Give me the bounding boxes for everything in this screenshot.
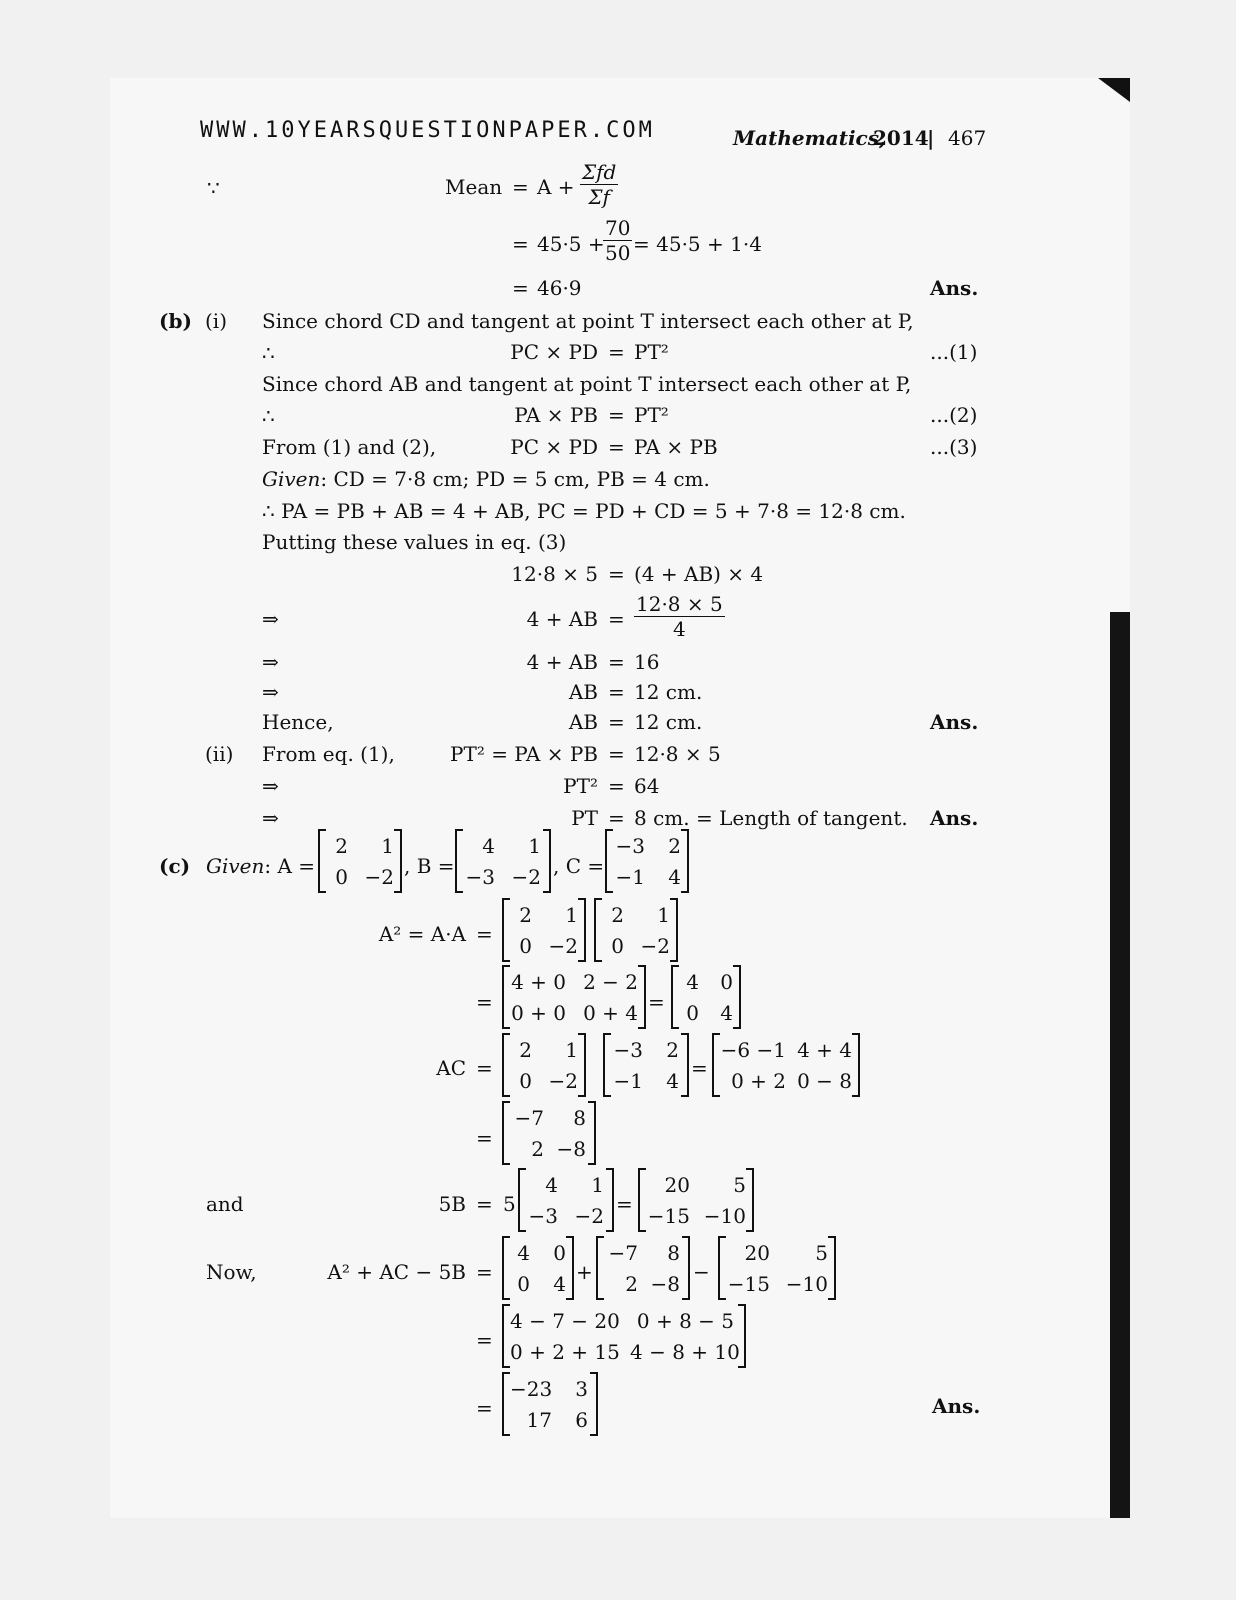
b-matrix-label: , B =: [404, 854, 455, 878]
matrix-cell: 1: [565, 1038, 578, 1062]
matrix-cell: −7: [514, 1106, 544, 1130]
fraction: [634, 592, 725, 641]
matrix-cell: −8: [556, 1137, 586, 1161]
sum-label: A² + AC − 5B: [327, 1260, 466, 1284]
matrix-cell: 4 + 4: [797, 1038, 852, 1062]
equals-sign: =: [476, 1260, 493, 1284]
matrix-cell: 0 + 4: [583, 1001, 638, 1025]
mean-result: 46·9: [537, 276, 582, 300]
matrix-cell: 4 − 7 − 20: [510, 1309, 620, 1333]
matrix-cell: 2: [519, 1038, 532, 1062]
eq-rhs: PT²: [634, 340, 669, 364]
matrix-cell: 4: [666, 1069, 679, 1093]
equals-sign: =: [476, 1396, 493, 1420]
matrix-cell: 0 + 0: [511, 1001, 566, 1025]
eq-lhs: PC × PD: [510, 340, 598, 364]
equals-sign: =: [512, 175, 529, 199]
sum-expanded: [502, 1304, 746, 1368]
matrix-cell: −23: [510, 1377, 553, 1401]
header-page-number: 467: [948, 126, 987, 150]
eq-rhs: 12 cm.: [634, 680, 703, 704]
equals-sign: =: [608, 650, 625, 674]
matrix-cell: 1: [528, 834, 541, 858]
matrix-b: [518, 1168, 614, 1232]
answer-label: Ans.: [930, 710, 979, 734]
answer-label: Ans.: [930, 276, 979, 300]
eq-lhs: PC × PD: [510, 435, 598, 459]
eq-rhs: (4 + AB) × 4: [634, 562, 764, 586]
matrix-cell: 0 + 8 − 5: [636, 1309, 734, 1333]
because-symbol: ∵: [207, 176, 220, 200]
text-line: Since chord CD and tangent at point T intersect each other at P,: [262, 309, 914, 333]
mean-step2-post: = 45·5 + 1·4: [633, 232, 762, 256]
matrix-cell: −10: [785, 1272, 828, 1296]
eq-lhs: PT² = PA × PB: [450, 742, 598, 766]
equals-sign: =: [608, 562, 625, 586]
matrix-cell: 0 − 8: [797, 1069, 852, 1093]
matrix-cell: 5: [815, 1241, 828, 1265]
therefore-symbol: ∴: [262, 341, 275, 365]
header-separator: |: [927, 126, 935, 150]
matrix-cell: 0: [611, 934, 624, 958]
matrix-cell: 4: [517, 1241, 530, 1265]
matrix-cell: −2: [548, 934, 578, 958]
equals-sign: =: [476, 990, 493, 1014]
text-line: Hence,: [262, 710, 334, 734]
implies-symbol: ⇒: [262, 650, 279, 674]
a-squared-result: [502, 1236, 574, 1300]
matrix-cell: 20: [744, 1241, 770, 1265]
matrix-cell: −3: [465, 865, 495, 889]
matrix-cell: 4: [482, 834, 495, 858]
eq-lhs: AB: [568, 680, 598, 704]
fraction-numerator: 12·8 × 5: [636, 592, 723, 616]
matrix-cell: 4: [720, 1001, 733, 1025]
equals-sign: =: [512, 276, 529, 300]
equals-sign: =: [608, 742, 625, 766]
eq-lhs: 4 + AB: [526, 650, 598, 674]
matrix-cell: −15: [647, 1204, 690, 1228]
matrix-cell: 3: [575, 1377, 588, 1401]
matrix-cell: 1: [591, 1173, 604, 1197]
matrix-b: [455, 829, 551, 893]
matrix-cell: −6 −1: [720, 1038, 786, 1062]
ac-result: [596, 1236, 690, 1300]
matrix-cell: 1: [565, 903, 578, 927]
c-matrix-label: , C =: [553, 854, 605, 878]
matrix-cell: 0: [720, 970, 733, 994]
matrix-cell: 2: [531, 1137, 544, 1161]
matrix-cell: 2: [611, 903, 624, 927]
eq-lhs: 12·8 × 5: [511, 562, 598, 586]
fraction-denominator: 50: [605, 241, 631, 265]
matrix-cell: 2: [335, 834, 348, 858]
matrix-cell: −3: [613, 1038, 643, 1062]
matrix-cell: 0: [335, 865, 348, 889]
matrix-cell: 0 + 2 + 15: [510, 1340, 620, 1364]
eq-rhs: 64: [634, 774, 660, 798]
matrix-cell: 17: [526, 1408, 552, 1432]
eq-lhs: PT²: [563, 774, 598, 798]
matrix-cell: 0: [519, 1069, 532, 1093]
equals-sign: =: [608, 710, 625, 734]
matrix-cell: −2: [548, 1069, 578, 1093]
matrix-cell: 0 + 2: [731, 1069, 786, 1093]
ac-label: AC: [436, 1056, 466, 1080]
eq-rhs: PT²: [634, 403, 669, 427]
matrix-cell: −3: [528, 1204, 558, 1228]
equals-sign: =: [608, 403, 625, 427]
matrix-cell: 0: [686, 1001, 699, 1025]
given-line: [206, 854, 315, 878]
matrix-cell: 0: [517, 1272, 530, 1296]
matrix-a: [318, 829, 402, 893]
fraction-denominator: Σf: [588, 185, 610, 209]
implies-symbol: ⇒: [262, 680, 279, 704]
part-c-label: (c): [159, 854, 191, 878]
matrix-cell: 2 − 2: [583, 970, 638, 994]
matrix-a: [594, 898, 678, 962]
eq-lhs: PT: [571, 806, 598, 830]
header-url: WWW.10YEARSQUESTIONPAPER.COM: [200, 118, 655, 143]
matrix-a: [502, 898, 586, 962]
matrix-cell: 4: [545, 1173, 558, 1197]
equation-ref: ...(2): [930, 403, 978, 427]
equals-sign: =: [608, 435, 625, 459]
equation-ref: ...(3): [930, 435, 978, 459]
a-squared-expanded: [502, 965, 646, 1029]
matrix-cell: −2: [364, 865, 394, 889]
matrix-cell: 1: [381, 834, 394, 858]
eq-rhs: 16: [634, 650, 660, 674]
plus-sign: +: [576, 1260, 593, 1284]
equals-sign: =: [616, 1192, 633, 1216]
ac-result: [502, 1101, 596, 1165]
equals-sign: =: [608, 774, 625, 798]
matrix-cell: 4: [553, 1272, 566, 1296]
matrix-cell: 2: [668, 834, 681, 858]
fraction-denominator: 4: [673, 617, 686, 641]
a-squared-label: A² = A·A: [378, 922, 466, 946]
part-b-label: (b): [159, 309, 192, 333]
matrix-cell: 2: [625, 1272, 638, 1296]
answer-label: Ans.: [930, 806, 979, 830]
equals-sign: =: [476, 1126, 493, 1150]
matrix-cell: 2: [519, 903, 532, 927]
implies-symbol: ⇒: [262, 607, 279, 631]
matrix-cell: 0: [553, 1241, 566, 1265]
text-line: and: [206, 1192, 244, 1216]
matrix-cell: 1: [657, 903, 670, 927]
matrix-cell: −1: [613, 1069, 643, 1093]
equals-sign: =: [608, 680, 625, 704]
matrix-cell: 4 − 8 + 10: [630, 1340, 740, 1364]
matrix-cell: 6: [575, 1408, 588, 1432]
sub-part-ii-label: (ii): [205, 742, 234, 766]
text-line: Putting these values in eq. (3): [262, 530, 567, 554]
mean-step2-fraction: [603, 216, 632, 265]
final-result-matrix: [502, 1372, 598, 1436]
matrix-cell: −15: [727, 1272, 770, 1296]
equals-sign: =: [512, 232, 529, 256]
matrix-cell: 0: [519, 934, 532, 958]
matrix-cell: −2: [511, 865, 541, 889]
matrix-cell: −7: [608, 1241, 638, 1265]
text-line: Since chord AB and tangent at point T intersect each other at P,: [262, 372, 912, 396]
matrix-cell: −8: [650, 1272, 680, 1296]
equation-ref: ...(1): [930, 340, 978, 364]
answer-label: Ans.: [932, 1394, 981, 1418]
equals-sign: =: [476, 1192, 493, 1216]
matrix-a: [502, 1033, 586, 1097]
text-line: From eq. (1),: [262, 742, 395, 766]
equals-sign: =: [648, 990, 665, 1014]
implies-symbol: ⇒: [262, 806, 279, 830]
fraction-numerator: 70: [605, 216, 631, 240]
eq-lhs: PA × PB: [514, 403, 598, 427]
sub-part-i-label: (i): [205, 309, 228, 333]
matrix-cell: −1: [615, 865, 645, 889]
scan-corner-mark: [1098, 78, 1130, 102]
header-subject: Mathematics,: [733, 126, 886, 150]
given-label: Given: [262, 467, 321, 491]
matrix-cell: 2: [666, 1038, 679, 1062]
eq-rhs: 8 cm. = Length of tangent.: [634, 806, 908, 830]
implies-symbol: ⇒: [262, 774, 279, 798]
text-line: From (1) and (2),: [262, 435, 437, 459]
given-a-label: : A =: [264, 854, 316, 878]
matrix-cell: 8: [573, 1106, 586, 1130]
eq-lhs: 4 + AB: [526, 607, 598, 631]
a-squared-result: [671, 965, 741, 1029]
five-b-result: [718, 1236, 836, 1300]
eq-rhs: PA × PB: [634, 435, 718, 459]
matrix-c: [603, 1033, 689, 1097]
equals-sign: =: [476, 1056, 493, 1080]
equals-sign: =: [608, 607, 625, 631]
equals-sign: =: [691, 1056, 708, 1080]
scalar-five: 5: [503, 1192, 516, 1216]
given-line: [262, 467, 710, 491]
matrix-cell: 8: [667, 1241, 680, 1265]
fraction-numerator: Σfd: [582, 160, 617, 184]
matrix-cell: 4: [686, 970, 699, 994]
therefore-symbol: ∴: [262, 404, 275, 428]
five-b-result: [638, 1168, 754, 1232]
header-year: 2014: [873, 126, 929, 150]
eq-lhs: AB: [568, 710, 598, 734]
matrix-cell: 5: [733, 1173, 746, 1197]
five-b-label: 5B: [438, 1192, 466, 1216]
eq-rhs: 12·8 × 5: [634, 742, 721, 766]
mean-label: Mean: [445, 175, 503, 199]
matrix-cell: −2: [574, 1204, 604, 1228]
matrix-cell: −3: [615, 834, 645, 858]
matrix-cell: −2: [640, 934, 670, 958]
equals-sign: =: [608, 806, 625, 830]
equals-sign: =: [476, 1328, 493, 1352]
matrix-cell: 20: [664, 1173, 690, 1197]
minus-sign: −: [693, 1260, 710, 1284]
matrix-cell: 4 + 0: [511, 970, 566, 994]
mean-step2-pre: 45·5 +: [537, 232, 605, 256]
matrix-c: [605, 829, 689, 893]
matrix-cell: −10: [703, 1204, 746, 1228]
equals-sign: =: [476, 922, 493, 946]
mean-a-plus: A +: [537, 175, 575, 199]
text-line: Now,: [206, 1260, 257, 1284]
scan-binding-edge: [1110, 612, 1130, 1518]
ac-expanded: [712, 1033, 860, 1097]
eq-rhs: 12 cm.: [634, 710, 703, 734]
given-text: : CD = 7·8 cm; PD = 5 cm, PB = 4 cm.: [320, 467, 710, 491]
equals-sign: =: [608, 340, 625, 364]
given-label: Given: [206, 854, 265, 878]
mean-fraction: [580, 160, 618, 209]
matrix-cell: 4: [668, 865, 681, 889]
text-line: ∴ PA = PB + AB = 4 + AB, PC = PD + CD = 5 + 7·8 = 12·8 cm.: [262, 499, 906, 523]
